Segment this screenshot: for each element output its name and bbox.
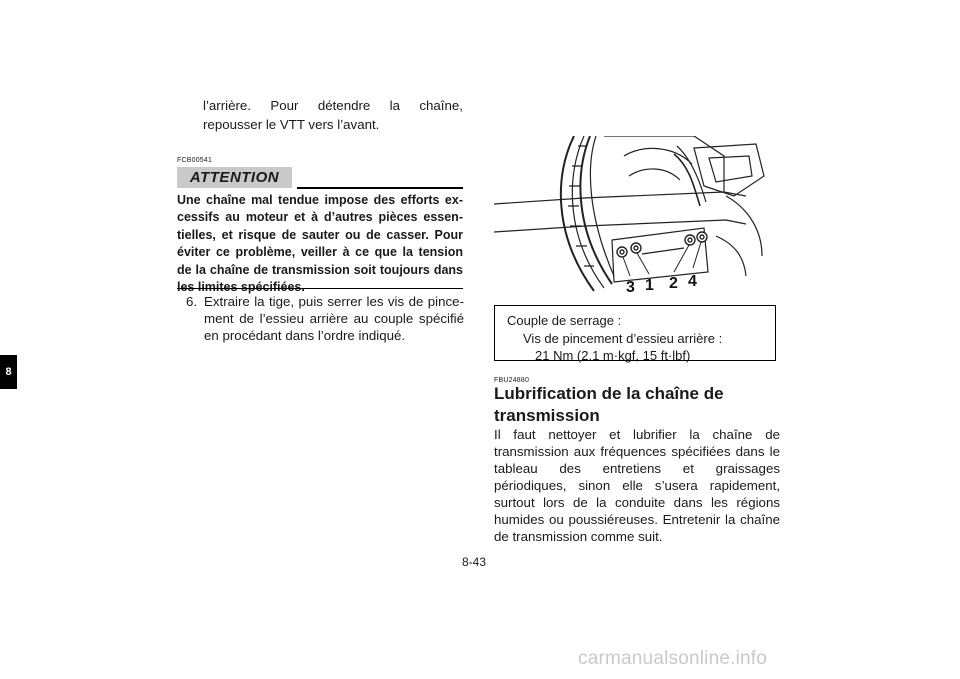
watermark: carmanualsonline.info (578, 648, 768, 669)
section-code: FBU24880 (494, 377, 530, 384)
step-number: 6. (186, 294, 198, 309)
torque-value: 21 Nm (2.1 m·kgf, 15 ft·lbf) (535, 348, 691, 363)
axle-illustration (494, 136, 778, 296)
step-6 (186, 293, 464, 344)
attention-heading: ATTENTION (177, 167, 292, 188)
callout-3: 3 (626, 279, 635, 296)
callout-1: 1 (645, 277, 654, 294)
chapter-tab: 8 (0, 355, 17, 389)
callout-4: 4 (688, 273, 697, 290)
attention-code: FCB00541 (177, 157, 213, 164)
torque-spec-box (494, 305, 776, 361)
section-title: Lubrification de la chaîne de transmission (494, 384, 724, 425)
torque-label: Couple de serrage : (507, 313, 622, 328)
torque-item: Vis de pincement d’essieu arrière : (523, 330, 723, 346)
step-text: Extraire la tige, puis serrer les vis de pincement de l’essieu arrière au couple spécifié en procédant dans l’ordre indiqué. (204, 294, 464, 343)
page-number: 8-43 (462, 555, 487, 569)
attention-rule-bottom (177, 288, 463, 289)
attention-warning-text: Une chaîne mal tendue impose des efforts excessifs au moteur et à d’autres pièces essentielles, et risque de sauter ou de casser. Pour éviter ce problème, veiller à ce que la tension de la chaîne de transmission soit toujours dans (177, 193, 463, 277)
attention-rule-top (297, 187, 463, 189)
section-body: Il faut nettoyer et lubrifier la chaîne de transmission aux fréquences spécifiées dans le tableau des entretiens et graissages périodiques, sinon elle s’usera rapidement, surtout lors de la conduite dans les régions humides ou poussiéreuses. Entretenir la chaîne de transmission comme suit. (494, 427, 780, 544)
callout-2: 2 (669, 275, 678, 292)
intro-text: l’arrière. Pour détendre la chaîne, repousser le VTT vers l’avant. (203, 98, 463, 132)
